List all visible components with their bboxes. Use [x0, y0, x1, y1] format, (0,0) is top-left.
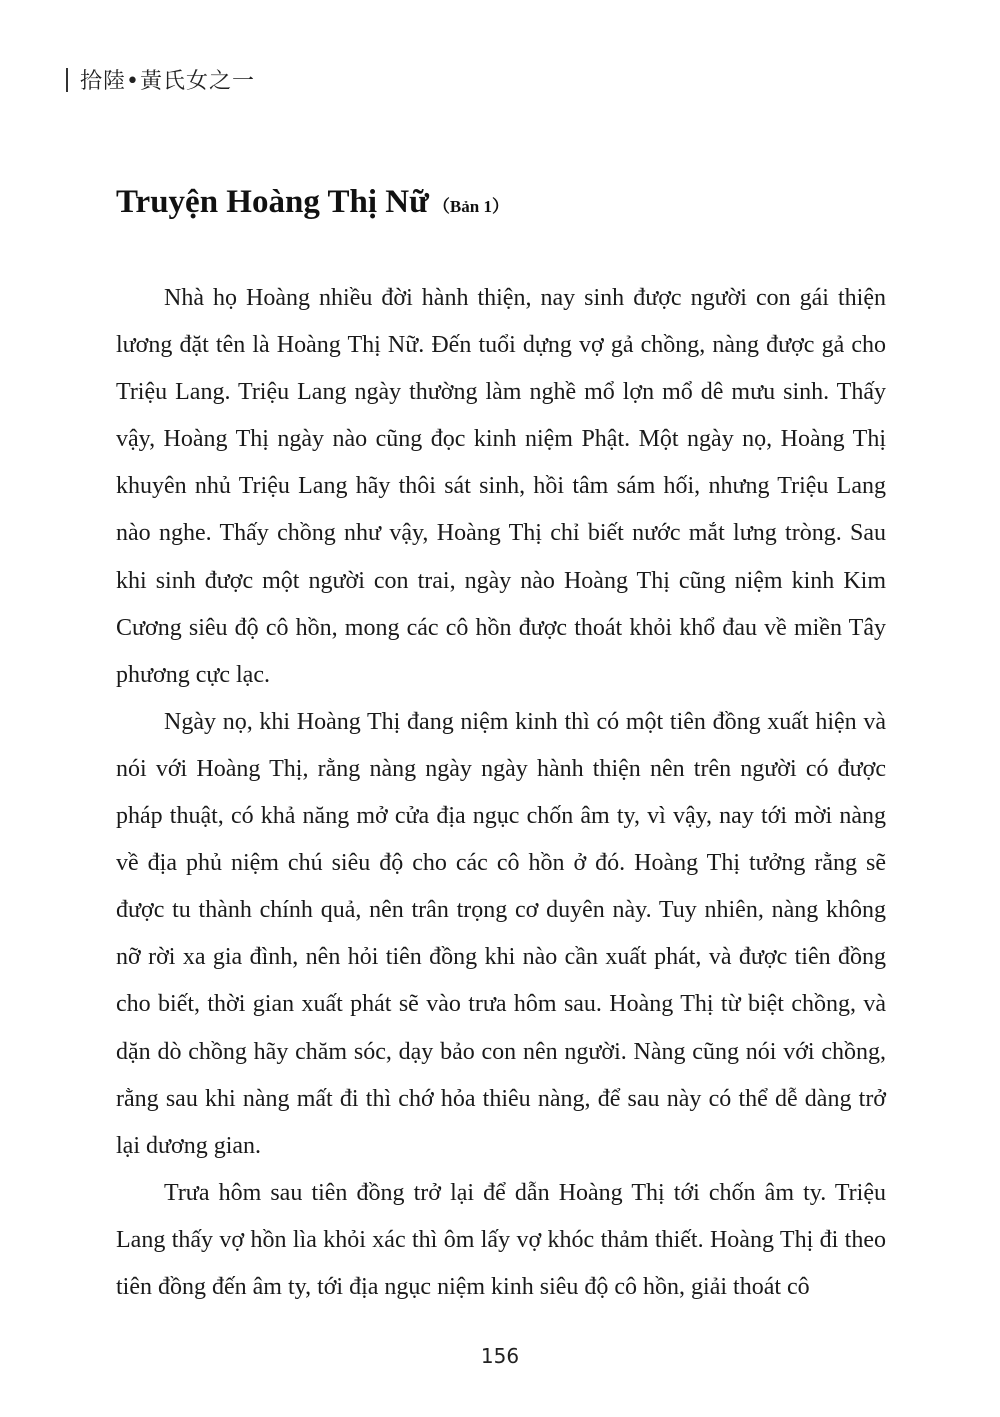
story-title: [116, 184, 509, 221]
paragraph: Ngày nọ, khi Hoàng Thị đang niệm kinh thì có một tiên đồng xuất hiện và nói với Hoàng Thị, rằng nàng ngày ngày hành thiện nên trên người có được pháp thuật, có khả năng mở cửa địa ngục chốn âm ty, vì vậy, nay tới mời nàng về địa phủ niệm chú siêu độ cho các cô hồn ở đó. Hoàng Thị tưởng rằng sẽ được tu thành chính quả, nên trân trọng cơ duyên này. Tuy nhiên, nàng không nỡ rời xa gia đình, nên hỏi tiên đồng khi nào cần xuất phát, và được tiên đồng cho biết, thời gian xuất phát sẽ vào trưa hôm sau. Hoàng Thị từ biệt chồng, và dặn dò chồng hãy chăm sóc, dạy bảo con nên người. Nàng cũng nói với chồng, rằng sau khi nàng mất đi thì chớ hỏa thiêu nàng, để sau này có thể dễ dàng trở lại dương gian.: [116, 708, 886, 1159]
story-title-version: （Bản 1）: [432, 197, 509, 216]
running-title: 拾陸•黃氏女之一: [80, 69, 255, 94]
paragraph: Trưa hôm sau tiên đồng trở lại để dẫn Hoàng Thị tới chốn âm ty. Triệu Lang thấy vợ hồn lìa khỏi xác thì ôm lấy vợ khóc thảm thiết. Hoàng Thị đi theo tiên đồng đến âm ty, tới địa ngục niệm kinh siêu độ cô hồn, giải thoát cô: [116, 1179, 886, 1300]
header-divider: [66, 68, 68, 92]
paragraph: Nhà họ Hoàng nhiều đời hành thiện, nay sinh được người con gái thiện lương đặt tên là Hoàng Thị Nữ. Đến tuổi dựng vợ gả chồng, nàng được gả cho Triệu Lang. Triệu Lang ngày thường làm nghề mổ lợn mổ dê mưu sinh. Thấy vậy, Hoàng Thị ngày nào cũng đọc kinh niệm Phật. Một ngày nọ, Hoàng Thị khuyên nhủ Triệu Lang hãy thôi sát sinh, hồi tâm sám hối, nhưng Triệu Lang nào nghe. Thấy chồng như vậy, Hoàng Thị chỉ biết nước mắt lưng tròng. Sau khi sinh được một người con trai, ngày nào Hoàng Thị cũng niệm kinh Kim Cương siêu độ cô hồn, mong các cô hồn được thoát khỏi khổ đau về miền Tây phương cực lạc.: [116, 285, 886, 688]
running-header: [66, 64, 255, 95]
story-title-main: Truyện Hoàng Thị Nữ: [116, 184, 429, 220]
story-body: [116, 275, 886, 1311]
page-number: 156: [480, 1344, 520, 1368]
